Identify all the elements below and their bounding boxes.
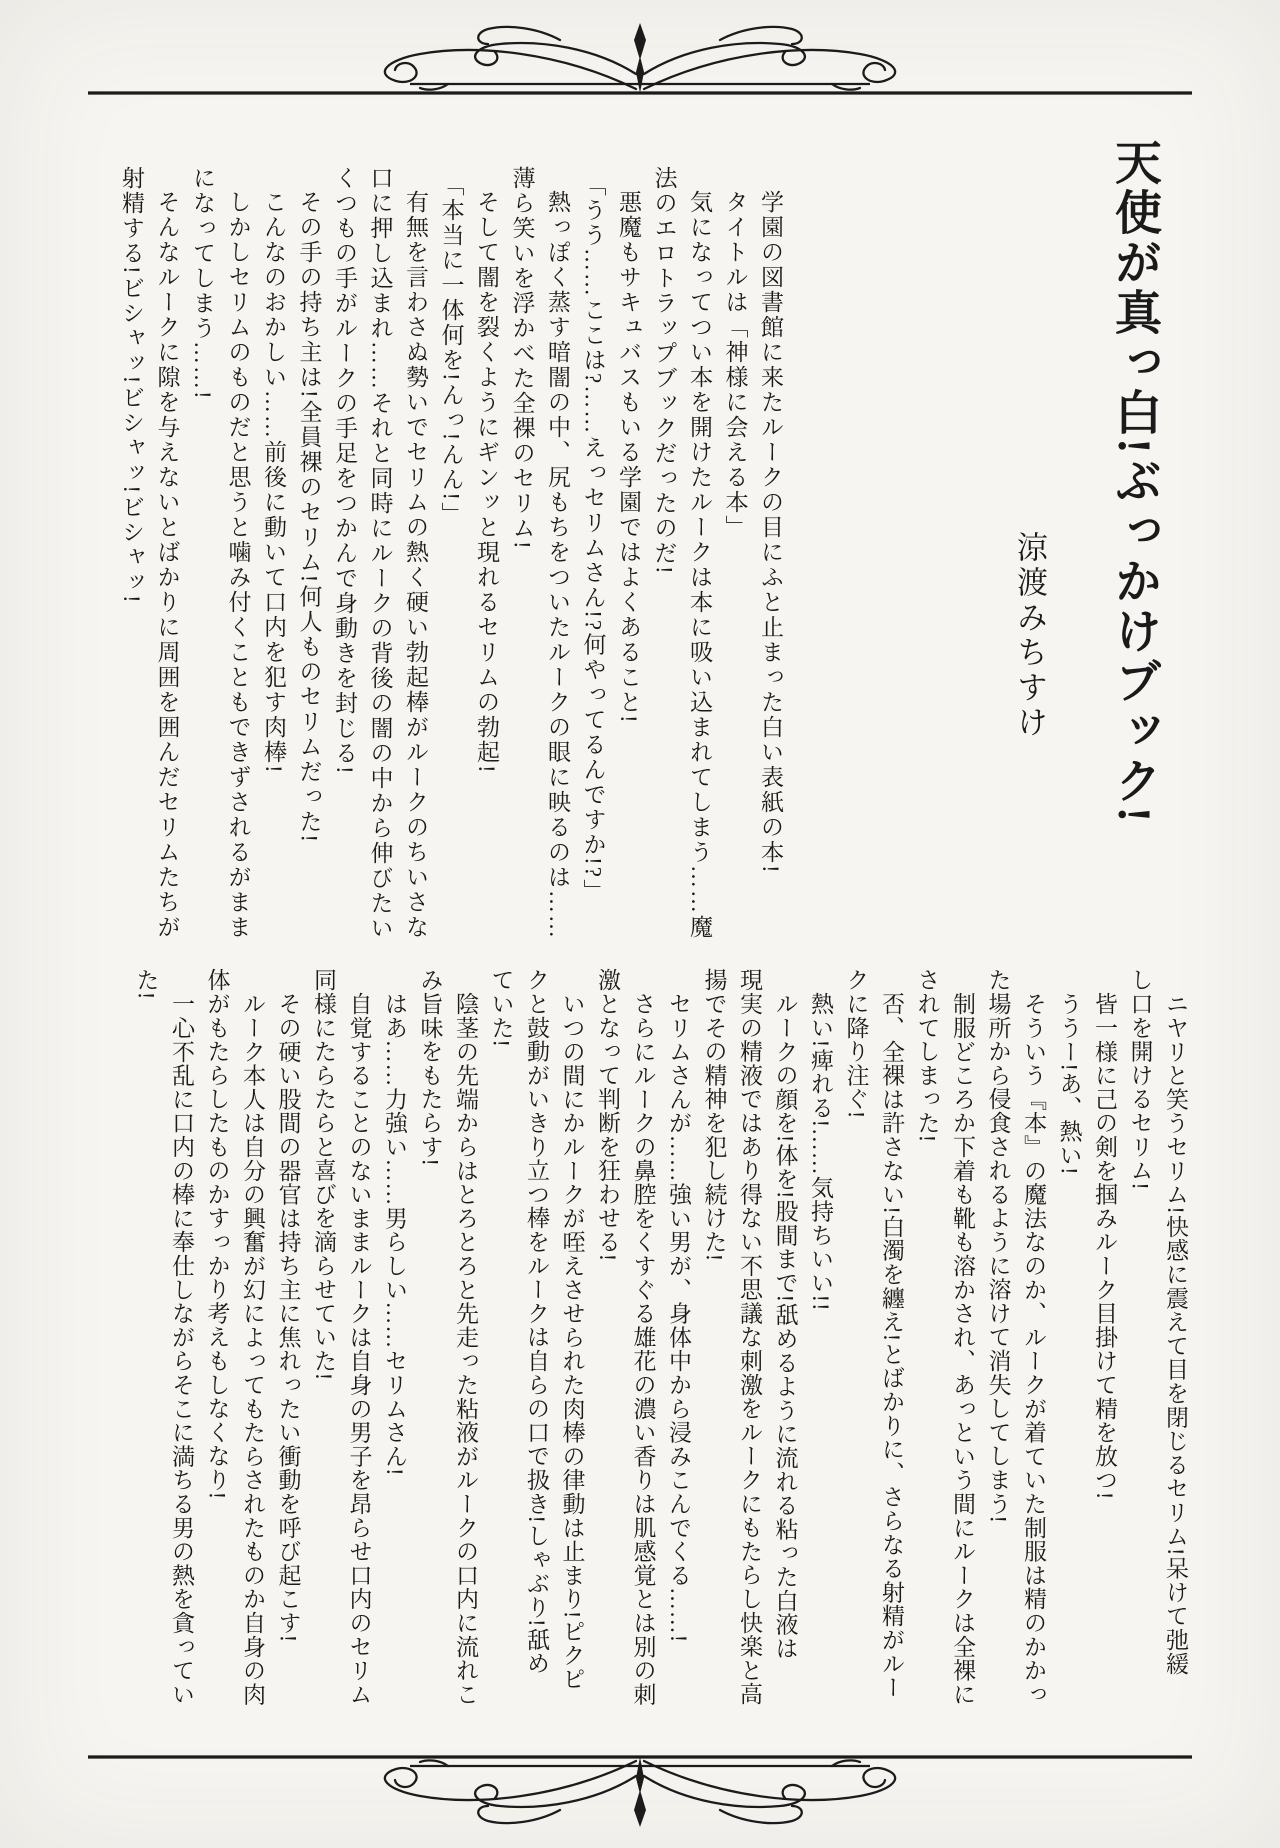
text-column: 同様にたらたらと喜びを滴らせていた! [311, 968, 336, 1382]
footer-flourish-ornament [88, 1752, 1192, 1828]
text-column: 薄ら笑いを浮かべた全裸のセリム! [509, 166, 535, 551]
text-column: 自覚することのないままルークは自身の男子を昂らせ口内のセリム [346, 992, 372, 1706]
header-flourish-ornament [88, 22, 1192, 98]
text-column: そういう『本』の魔法なのか、ルークが着ていた制服は精のかかっ [1021, 992, 1046, 1706]
text-column: 否、全裸は許さない!白濁を纏え!とばかりに、さらなる射精がルー [879, 992, 904, 1700]
text-column: いつの間にかルークが咥えさせられた肉棒の律動は止まり!ピクピ [559, 992, 585, 1691]
text-column: 体がもたらしたものかすっかり考えもしなくなり! [204, 968, 230, 1501]
lower-text-block [128, 968, 1193, 1778]
text-column: はあ……力強い……男らしい……セリムさん! [382, 992, 407, 1477]
text-column: 一心不乱に口内の棒に奉仕しながらそこに満ちる男の熱を貪ってい [169, 992, 194, 1706]
text-column: 制服どころか下着も靴も溶かされ、あっという間にルークは全裸に [950, 992, 975, 1706]
text-column: セリムさんが……強い男が、身体中から浸みこんでくる……! [666, 992, 691, 1644]
text-column: し口を開けるセリム! [1127, 968, 1153, 1191]
upper-text-block [114, 166, 789, 956]
text-column: 皆一様に己の剣を掴みルーク目掛けて精を放つ! [1092, 992, 1117, 1501]
text-column: 現実の精液ではあり得ない不思議な刺激をルークにもたらし快楽と高 [737, 968, 762, 1706]
text-column: た! [133, 968, 159, 1001]
text-column: 熱っぽく蒸す暗闇の中、尻もちをついたルークの眼に映るのは…… [545, 190, 570, 940]
text-column: 学園の図書館に来たルークの目にふと止まった白い表紙の本! [758, 190, 783, 875]
story-title: 天使が真っ白!ぶっかけブック! [1108, 138, 1160, 826]
text-column: 悪魔もサキュバスもいる学園ではよくあること! [616, 190, 641, 725]
text-column: されてしまった! [914, 968, 940, 1144]
text-column: 法のエロトラップブックだったのだ! [651, 166, 677, 576]
text-column: しかしセリムのものだと思うと噛み付くこともできずされるがまま [225, 190, 251, 940]
text-column: そんなルークに隙を与えないとばかりに周囲を囲んだセリムたちが [154, 190, 180, 940]
text-column: さらにルークの鼻腔をくすぐる雄花の濃い香りは肌感覚とは別の刺 [630, 992, 656, 1706]
text-column: 陰茎の先端からはとろとろと先走った粘液がルークの口内に流れこ [453, 992, 478, 1706]
text-column: こんなのおかしい……前後に動いて口内を犯す肉棒! [261, 190, 286, 775]
text-column: た場所から侵食されるように溶けて消失してしまう! [985, 968, 1011, 1524]
text-column: ていた! [488, 968, 514, 1048]
text-column: になってしまう……! [190, 166, 215, 401]
text-column: 有無を言わさぬ勢いでセリムの熱く硬い勃起棒がルークのちいさな [403, 190, 428, 940]
text-column: 熱い!痺れる!……気持ちいい!! [808, 992, 833, 1312]
text-column: 射精する!ビシャッ!ビシャッ!ビシャッ! [119, 166, 144, 605]
text-column: そして闇を裂くようにギンッと現れるセリムの勃起! [474, 190, 499, 775]
text-column: 「本当に一体何を!んっ!んん!」 [438, 173, 464, 527]
text-column: クと鼓動がいきり立つ棒をルークは自らの口で扱き!しゃぶり!舐め [524, 968, 549, 1676]
story-author: 涼渡みちすけ [1012, 531, 1047, 741]
text-column: ルークの顔を!体を!股間まで!舐めるように流れる粘った白液は [772, 992, 798, 1660]
text-column: 激となって判断を狂わせる! [595, 968, 620, 1263]
text-column: 「うう……ここは?……えっセリムさん!?何やってるんですか!?」 [580, 173, 606, 904]
text-column: ううー!あ、熱い! [1056, 992, 1082, 1176]
text-column: 気になってつい本を開けたルークは本に吸い込まれてしまう……魔 [687, 190, 712, 940]
text-column: その手の持ち主は!全員裸のセリム!何人ものセリムだった! [296, 190, 322, 844]
text-column: 揚でその精神を犯し続けた! [701, 968, 727, 1263]
text-column: ルーク本人は自分の興奮が幻によってもたらされたものか自身の肉 [240, 992, 265, 1706]
text-column: その硬い股間の器官は持ち主に焦れったい衝動を呼び起こす! [275, 992, 301, 1644]
text-column: くつもの手がルークの手足をつかんで身動きを封じる! [332, 166, 357, 776]
text-column: クに降り注ぐ! [843, 968, 869, 1120]
text-column: 口に押し込まれ……それと同時にルークの背後の闇の中から伸びたい [367, 166, 393, 941]
text-column: み旨味をもたらす! [417, 968, 443, 1167]
text-column: ニヤリと笑うセリム!快感に震えて目を閉じるセリム!呆けて弛緩 [1163, 992, 1188, 1676]
text-column: タイトルは「神様に会える本」 [722, 190, 748, 540]
